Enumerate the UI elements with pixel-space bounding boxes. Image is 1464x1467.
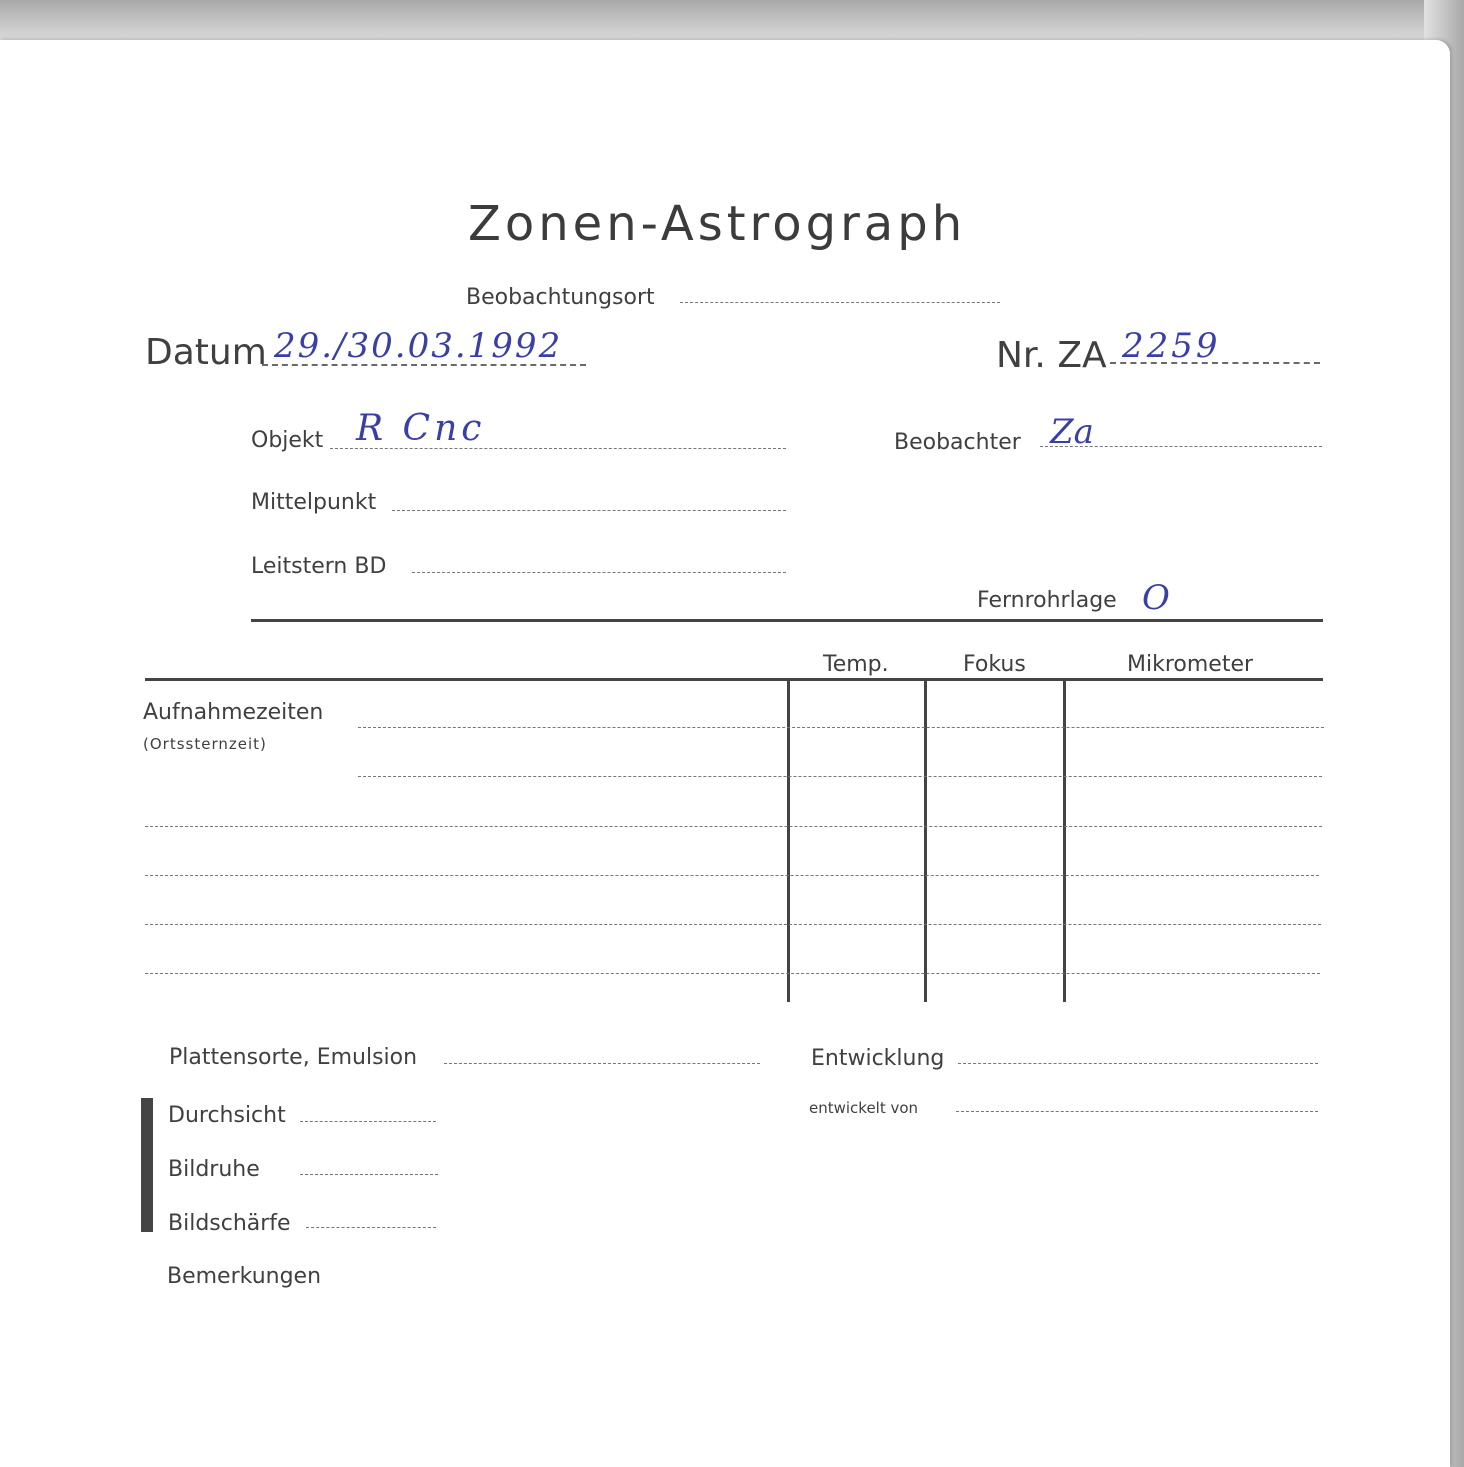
bildschaerfe-field[interactable]	[306, 1227, 436, 1228]
datum-handwritten-value: 29./30.03.1992	[274, 326, 563, 366]
form-sheet	[0, 40, 1450, 1467]
table-row[interactable]	[145, 973, 1320, 974]
table-header-mikrometer: Mikrometer	[1127, 652, 1254, 677]
beobachter-label: Beobachter	[894, 430, 1021, 455]
table-column-divider	[924, 680, 927, 1002]
table-header-rule	[145, 678, 1323, 681]
datum-label: Datum	[145, 332, 267, 373]
beobachter-handwritten-value: Za	[1050, 412, 1094, 452]
objekt-handwritten-value: R Cnc	[356, 408, 486, 449]
mittelpunkt-label: Mittelpunkt	[251, 490, 377, 515]
durchsicht-label: Durchsicht	[168, 1103, 286, 1128]
plattensorte-field[interactable]	[444, 1063, 760, 1064]
beobachtungsort-field[interactable]	[680, 302, 1000, 303]
entwickelt-von-field[interactable]	[956, 1111, 1318, 1112]
plattensorte-label: Plattensorte, Emulsion	[169, 1045, 418, 1070]
table-row[interactable]	[145, 924, 1321, 925]
table-row[interactable]	[145, 875, 1319, 876]
fernrohrlage-handwritten-value: O	[1142, 578, 1170, 618]
bildruhe-label: Bildruhe	[168, 1157, 260, 1182]
leitstern-field[interactable]	[412, 572, 786, 573]
beobachtungsort-label: Beobachtungsort	[466, 285, 655, 310]
mittelpunkt-field[interactable]	[392, 510, 786, 511]
durchsicht-field[interactable]	[300, 1121, 436, 1122]
entwickelt-von-label: entwickelt von	[809, 1099, 919, 1117]
table-row[interactable]	[358, 776, 1322, 777]
bildruhe-field[interactable]	[300, 1174, 438, 1175]
table-row[interactable]	[145, 826, 1322, 827]
table-header-fokus: Fokus	[963, 652, 1026, 677]
bildschaerfe-label: Bildschärfe	[168, 1211, 291, 1236]
table-column-divider	[1063, 680, 1066, 1002]
ortssternzeit-sublabel: (Ortssternzeit)	[143, 735, 267, 753]
fernrohrlage-label: Fernrohrlage	[977, 588, 1117, 613]
section-divider	[251, 619, 1323, 622]
aufnahmezeiten-label: Aufnahmezeiten	[143, 700, 324, 725]
table-column-divider	[787, 680, 790, 1002]
bemerkungen-label: Bemerkungen	[167, 1264, 322, 1289]
table-header-temp: Temp.	[823, 652, 889, 677]
entwicklung-field[interactable]	[958, 1063, 1318, 1064]
leitstern-label: Leitstern BD	[251, 554, 387, 579]
quality-section-bar	[141, 1098, 153, 1232]
table-row[interactable]	[358, 727, 1324, 728]
objekt-label: Objekt	[251, 428, 324, 453]
form-title: Zonen-Astrograph	[468, 196, 967, 252]
nr-za-label: Nr. ZA	[996, 335, 1107, 376]
nr-za-handwritten-value: 2259	[1122, 326, 1221, 366]
entwicklung-label: Entwicklung	[811, 1046, 945, 1071]
